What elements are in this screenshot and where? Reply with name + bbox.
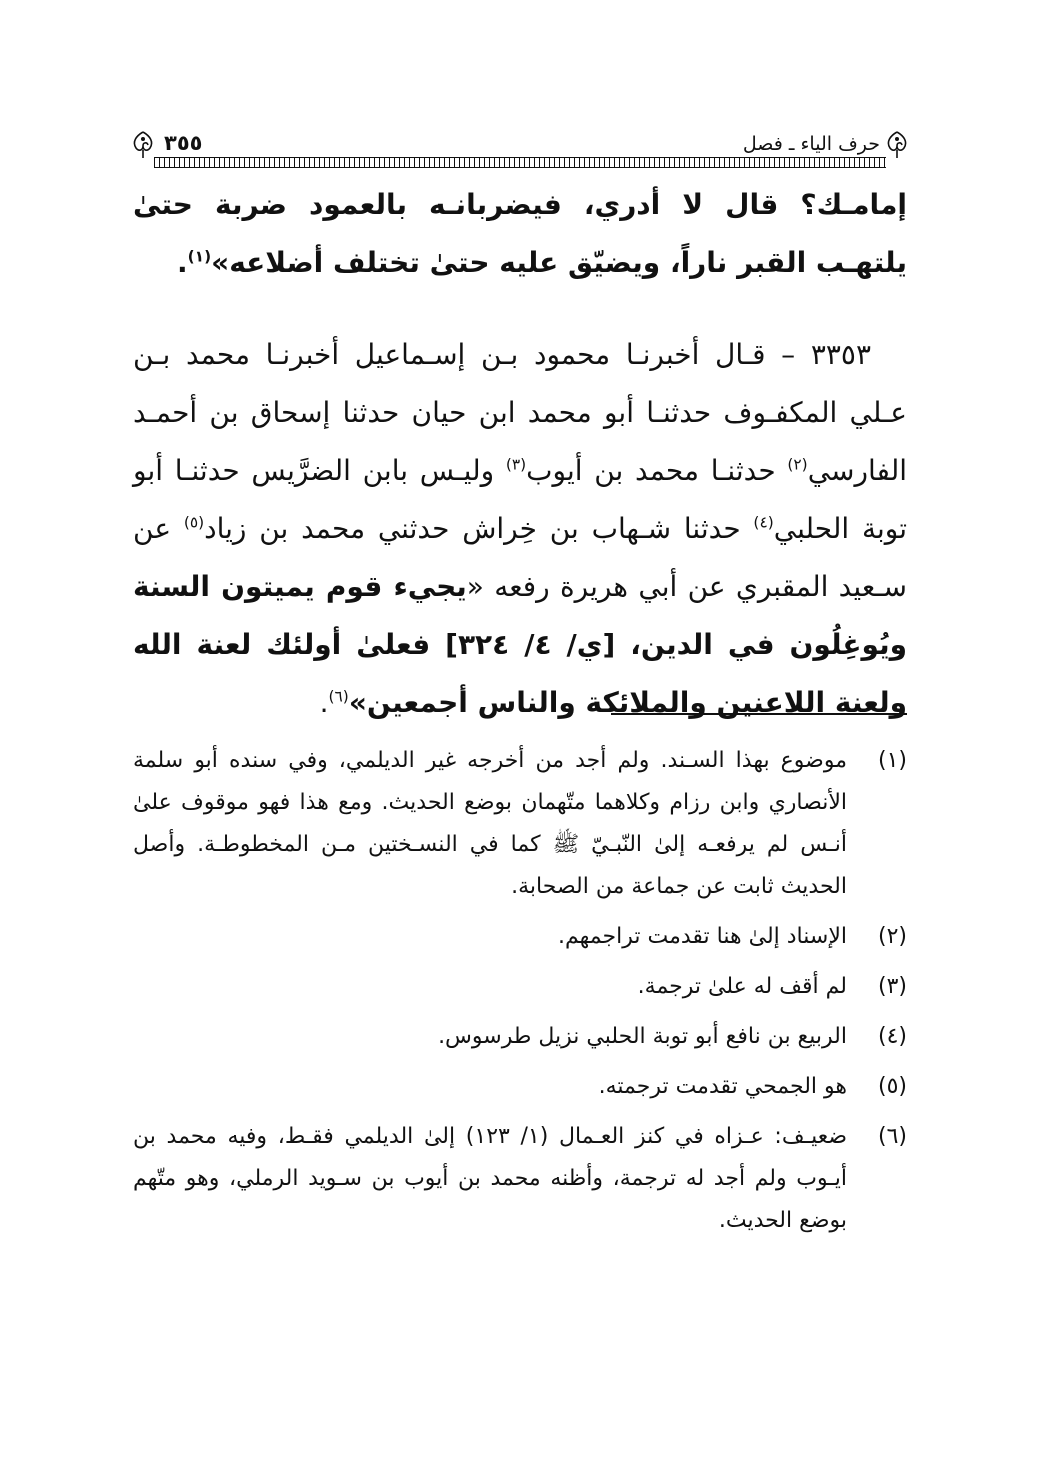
- footnote-ref-1[interactable]: (١): [187, 247, 212, 266]
- footnote-text: لم أقف له علىٰ ترجمة.: [637, 974, 847, 999]
- footnote-6: [133, 1116, 907, 1242]
- chain-text-3: وليـس بابن الضرَّيس حدثنـا أبو توبة الحلبي: [133, 454, 908, 545]
- running-header-title: حرف الياء ـ فصل: [742, 133, 880, 155]
- hadith-quote-close: »: [348, 686, 367, 719]
- footnote-number: (٣): [877, 974, 907, 999]
- chain-text-4: حدثنا شـهاب بن خِراش حدثني محمد بن زياد: [204, 512, 754, 545]
- footnote-5: [133, 1066, 907, 1108]
- chain-text-1: ٣٣٥٣ – قـال أخبرنـا محمود بـن إسـماعيل أخبرنـا محمد بـن عـلي المكفـوف حدثنـا أبو محمد ابن حيان حدثنا إسحاق بن أحمـد الفارسي: [133, 338, 908, 487]
- paragraph-hadith-3353: [133, 326, 907, 732]
- footnote-separator: [611, 713, 907, 715]
- paragraph-hadith-ending: [133, 176, 907, 292]
- footnote-number: (٥): [877, 1074, 907, 1099]
- footnote-number: (٤): [877, 1024, 907, 1049]
- footnote-number: (٢): [877, 924, 907, 949]
- footnote-number: (٦): [877, 1124, 907, 1149]
- footnote-ref-5[interactable]: (٥): [183, 513, 205, 532]
- footnote-text: ضعيـف: عـزاه في كنز العـمال (١/ ١٢٣) إلىٰ الديلمي فقـط، وفيه محمد بن أيـوب ولم أجد له ترجمة، وأظنه محمد بن أيوب بن سـويد الرملي، وهو متّهم بوضع الحديث.: [133, 1124, 847, 1233]
- footnote-ref-6[interactable]: (٦): [328, 687, 349, 706]
- running-header: [130, 130, 910, 170]
- footnote-2: [133, 916, 907, 958]
- footnote-text: هو الجمحي تقدمت ترجمته.: [598, 1074, 847, 1099]
- footnote-4: [133, 1016, 907, 1058]
- paragraph-end: .: [176, 246, 188, 279]
- footnote-text: الإسناد إلىٰ هنا تقدمت تراجمهم.: [558, 924, 847, 949]
- paragraph-end: .: [319, 686, 329, 719]
- header-ornament-left-icon: [130, 130, 156, 160]
- chain-text-2: حدثنـا محمد بن أيوب: [526, 454, 788, 487]
- footnote-ref-3[interactable]: (٣): [505, 455, 527, 474]
- footnote-ref-4[interactable]: (٤): [753, 513, 774, 532]
- footnote-text: الربيع بن نافع أبو توبة الحلبي نزيل طرسوس.: [438, 1024, 847, 1049]
- footnote-1: [133, 740, 907, 908]
- footnote-ref-2[interactable]: (٢): [787, 455, 808, 474]
- chain-text-5: عن سـعيد المقبري عن أبي هريرة رفعه «: [133, 512, 907, 603]
- footnotes: [133, 740, 907, 1250]
- paragraph-text: إمامـك؟ قال لا أدري، فيضربانـه بالعمود ضربة حتىٰ يلتهـب القبر ناراً، ويضيّق عليه حتىٰ تختلف أضلاعه»: [133, 188, 907, 279]
- header-ornament-right-icon: [884, 130, 910, 160]
- hadith-matn: يجيء قوم يميتون السنة ويُوغِلُون في الدين، [ي/ ٤/ ٣٢٤] فعلىٰ أولئك لعنة الله ولعنة اللاعنين والملائكة والناس أجمعين: [133, 570, 908, 719]
- footnote-number: (١): [877, 748, 907, 773]
- footnote-text: موضوع بهذا السـند. ولم أجد من أخرجه غير الديلمي، وفي سنده أبو سلمة الأنصاري وابن رزام وكلاهما متّهمان بوضع الحديث. ومع هذا فهو موقوف علىٰ أنـس لم يرفعـه إلىٰ النّبـيّ ﷺ كما في النسـختين مـن المخطوطـة. وأصل الحديث ثابت عن جماعة من الصحابة.: [133, 748, 847, 899]
- footnote-3: [133, 966, 907, 1008]
- page-number: ٣٥٥: [164, 131, 203, 155]
- header-ornamental-rule: [154, 157, 886, 168]
- main-text: [133, 176, 907, 732]
